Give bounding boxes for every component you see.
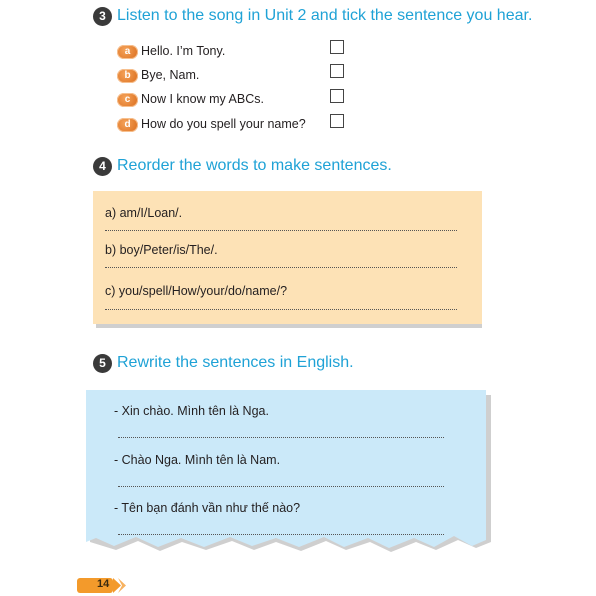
answer-line-1[interactable]	[118, 437, 444, 438]
answer-line-3[interactable]	[118, 534, 444, 535]
rewrite-item-2: - Chào Nga. Mình tên là Nam.	[114, 453, 281, 467]
answer-line-c[interactable]	[105, 309, 457, 310]
exercise-5-number: 5	[93, 354, 112, 373]
reorder-item-b: b) boy/Peter/is/The/.	[105, 243, 218, 257]
option-badge: b	[117, 69, 138, 83]
reorder-item-c: c) you/spell/How/your/do/name/?	[105, 284, 288, 298]
exercise-3-heading: Listen to the song in Unit 2 and tick the sentence you hear.	[117, 7, 533, 24]
option-text: Hello. I’m Tony.	[141, 44, 226, 58]
tick-box-d[interactable]	[330, 114, 344, 128]
option-text: Now I know my ABCs.	[141, 92, 264, 106]
tick-box-a[interactable]	[330, 40, 344, 54]
option-badge: d	[117, 118, 138, 132]
answer-line-2[interactable]	[118, 486, 444, 487]
rewrite-item-3: - Tên bạn đánh vần như thế nào?	[114, 501, 301, 515]
tick-box-b[interactable]	[330, 64, 344, 78]
page-number: 14	[97, 578, 110, 590]
exercise-4-heading: Reorder the words to make sentences.	[117, 157, 392, 174]
option-badge: a	[117, 45, 138, 59]
option-text: How do you spell your name?	[141, 117, 306, 131]
rewrite-panel	[86, 390, 486, 540]
page-number-tab	[77, 577, 129, 594]
reorder-item-a: a) am/I/Loan/.	[105, 206, 183, 220]
answer-line-a[interactable]	[105, 230, 457, 231]
exercise-4-number: 4	[93, 157, 112, 176]
reorder-panel	[93, 191, 482, 324]
option-badge: c	[117, 93, 138, 107]
exercise-3-number: 3	[93, 7, 112, 26]
exercise-5-heading: Rewrite the sentences in English.	[117, 354, 354, 371]
option-text: Bye, Nam.	[141, 68, 200, 82]
rewrite-item-1: - Xin chào. Mình tên là Nga.	[114, 404, 269, 418]
tick-box-c[interactable]	[330, 89, 344, 103]
answer-line-b[interactable]	[105, 267, 457, 268]
